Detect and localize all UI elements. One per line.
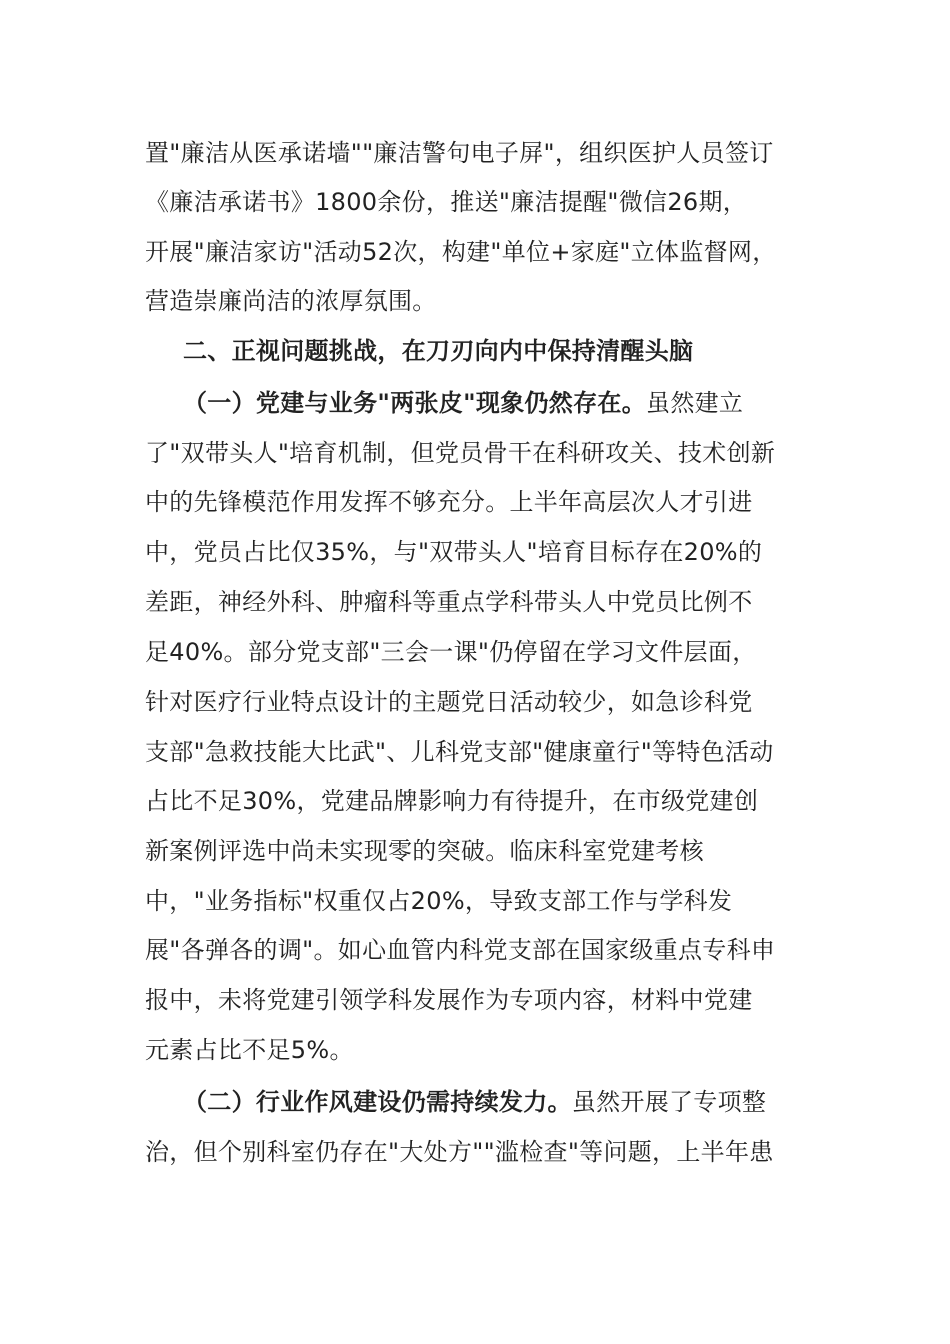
body-line xyxy=(145,786,825,816)
body-line xyxy=(145,737,825,767)
subheading-text: （二）行业作风建设仍需持续发力。 xyxy=(183,1088,572,1116)
body-line xyxy=(145,587,825,617)
body-line xyxy=(145,1137,825,1167)
subheading-text: （一）党建与业务"两张皮"现象仍然存在。 xyxy=(183,389,647,417)
line-text: 新案例评选中尚未实现零的突破。临床科室党建考核 xyxy=(145,837,704,865)
body-line xyxy=(145,237,825,267)
body-line xyxy=(145,687,825,717)
line-text: 支部"急救技能大比武"、儿科党支部"健康童行"等特色活动 xyxy=(145,738,774,766)
line-text: 报中，未将党建引领学科发展作为专项内容，材料中党建 xyxy=(145,986,753,1014)
line-text: 元素占比不足5%。 xyxy=(145,1036,354,1064)
subsection-line xyxy=(183,1087,823,1117)
body-line xyxy=(145,286,825,316)
body-line xyxy=(145,836,825,866)
line-text: 中，党员占比仅35%，与"双带头人"培育目标存在20%的 xyxy=(145,538,763,566)
body-line xyxy=(145,985,825,1015)
line-text: 展"各弹各的调"。如心血管内科党支部在国家级重点专科申 xyxy=(145,936,776,964)
subsection-line xyxy=(183,388,823,418)
line-text: 中的先锋模范作用发挥不够充分。上半年高层次人才引进 xyxy=(145,488,753,516)
body-line xyxy=(145,438,825,468)
line-text: 针对医疗行业特点设计的主题党日活动较少，如急诊科党 xyxy=(145,688,753,716)
line-text: 虽然建立 xyxy=(646,389,744,417)
line-text: 足40%。部分党支部"三会一课"仍停留在学习文件层面， xyxy=(145,638,757,666)
section-heading xyxy=(183,336,823,366)
line-text: 虽然开展了专项整 xyxy=(571,1088,767,1116)
body-line xyxy=(145,138,825,168)
line-text: 开展"廉洁家访"活动52次，构建"单位+家庭"立体监督网， xyxy=(145,238,777,266)
body-line xyxy=(145,935,825,965)
body-line xyxy=(145,886,825,916)
line-text: 差距，神经外科、肿瘤科等重点学科带头人中党员比例不 xyxy=(145,588,753,616)
heading-text: 二、正视问题挑战，在刀刃向内中保持清醒头脑 xyxy=(183,337,694,365)
line-text: 置"廉洁从医承诺墙""廉洁警句电子屏"，组织医护人员签订 xyxy=(145,139,774,167)
body-line xyxy=(145,537,825,567)
line-text: 了"双带头人"培育机制，但党员骨干在科研攻关、技术创新 xyxy=(145,439,776,467)
line-text: 治，但个别科室仍存在"大处方""滥检查"等问题，上半年患 xyxy=(145,1138,774,1166)
line-text: 占比不足30%，党建品牌影响力有待提升，在市级党建创 xyxy=(145,787,759,815)
line-text: 营造崇廉尚洁的浓厚氛围。 xyxy=(145,287,437,315)
body-line xyxy=(145,1035,825,1065)
line-text: 《廉洁承诺书》1800余份，推送"廉洁提醒"微信26期， xyxy=(145,188,748,216)
line-text: 中，"业务指标"权重仅占20%，导致支部工作与学科发 xyxy=(145,887,733,915)
body-line xyxy=(145,487,825,517)
body-line xyxy=(145,637,825,667)
body-line xyxy=(145,187,825,217)
